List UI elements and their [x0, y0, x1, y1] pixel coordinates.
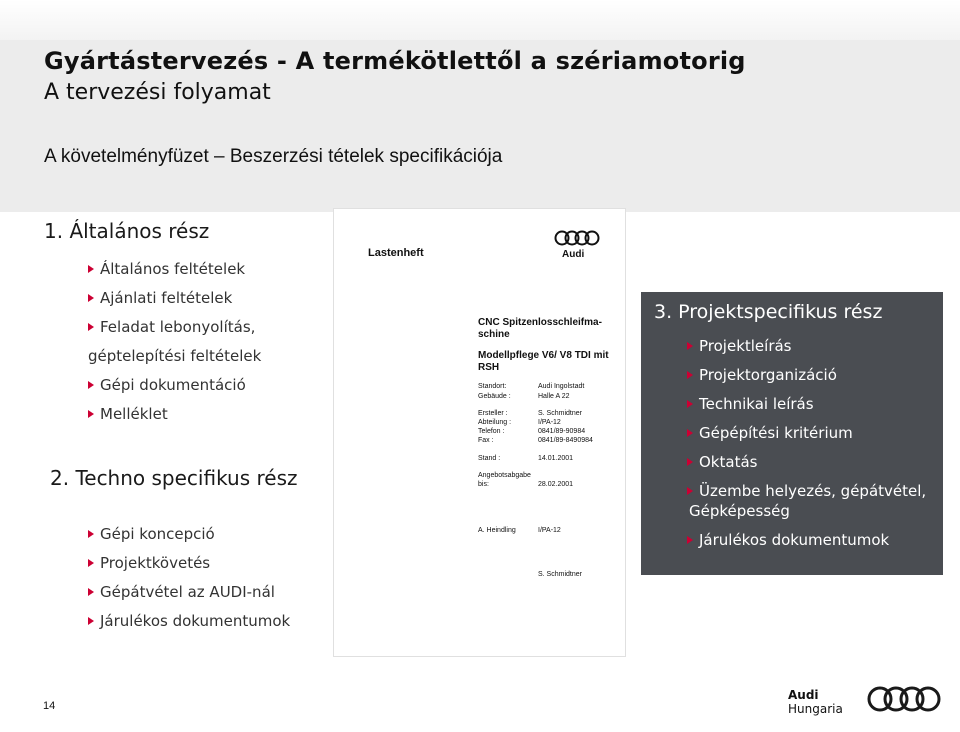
- doc-field-value: Audi Ingolstadt: [538, 383, 585, 390]
- section3-heading: 3. Projektspecifikus rész: [654, 301, 883, 323]
- bullet-icon: [687, 487, 693, 495]
- bullet-icon: [88, 588, 94, 596]
- doc-model: RSH: [478, 362, 500, 373]
- section1-item: Általános feltételek: [88, 260, 245, 278]
- doc-stand-value: 14.01.2001: [538, 455, 574, 462]
- section1-item-continuation: géptelepítési feltételek: [88, 347, 262, 365]
- section3-item-continuation: Gépképesség: [689, 502, 790, 520]
- bullet-icon: [687, 429, 693, 437]
- footer-brand: [788, 688, 843, 716]
- section1-item: Ajánlati feltételek: [88, 289, 232, 307]
- bullet-icon: [88, 294, 94, 302]
- doc-field-label: Ersteller :: [478, 410, 508, 417]
- doc-abgabe-value: 28.02.2001: [538, 481, 574, 488]
- page-number: 14: [43, 700, 56, 712]
- doc-abgabe-label: Angebotsabgabe: [478, 472, 531, 479]
- doc-signer: S. Schmidtner: [538, 571, 582, 578]
- doc-signer: A. Heindling: [478, 527, 516, 534]
- doc-field-value: 0841/89-8490984: [538, 437, 593, 444]
- bullet-icon: [88, 559, 94, 567]
- bullet-icon: [88, 323, 94, 331]
- doc-abgabe-label: bis:: [478, 481, 489, 488]
- section3-item: Üzembe helyezés, gépátvétel,: [687, 482, 926, 500]
- section3-item: Technikai leírás: [687, 395, 814, 413]
- audi-rings-logo-icon: [866, 685, 942, 715]
- section2-item: Gépátvétel az AUDI-nál: [88, 583, 275, 601]
- doc-model: Modellpflege V6/ V8 TDI mit: [478, 350, 609, 361]
- doc-field-label: Fax :: [478, 437, 494, 444]
- doc-header: Lastenheft: [368, 247, 424, 259]
- bullet-icon: [88, 265, 94, 273]
- doc-brand: Audi: [562, 249, 585, 260]
- bullet-icon: [88, 617, 94, 625]
- bullet-icon: [687, 400, 693, 408]
- section1-item: Gépi dokumentáció: [88, 376, 246, 394]
- section2-item: Gépi koncepció: [88, 525, 215, 543]
- lastenheft-document: [334, 209, 625, 656]
- doc-signer-dept: I/PA-12: [538, 527, 561, 534]
- bullet-icon: [687, 458, 693, 466]
- doc-stand-label: Stand :: [478, 455, 501, 462]
- footer-brand-line: Hungaria: [788, 702, 843, 716]
- doc-field-value: S. Schmidtner: [538, 410, 582, 417]
- doc-field-label: Standort:: [478, 383, 507, 390]
- section3-item: Projektleírás: [687, 337, 792, 355]
- section2-heading: 2. Techno specifikus rész: [50, 466, 298, 490]
- doc-machine-title: CNC Spitzenlosschleifma-: [478, 317, 602, 328]
- bullet-icon: [88, 530, 94, 538]
- doc-field-value: Halle A 22: [538, 393, 570, 400]
- bullet-icon: [687, 536, 693, 544]
- doc-field-label: Gebäude :: [478, 393, 511, 400]
- doc-field-label: Telefon :: [478, 428, 505, 435]
- doc-field-value: 0841/89-90984: [538, 428, 586, 435]
- doc-field-label: Abteilung :: [478, 419, 512, 426]
- spec-line: A követelményfüzet – Beszerzési tételek specifikációja: [44, 146, 503, 167]
- section3-item: Oktatás: [687, 453, 757, 471]
- section3-item: Járulékos dokumentumok: [687, 531, 889, 549]
- section1-item: Feladat lebonyolítás,: [88, 318, 255, 336]
- section1-item: Melléklet: [88, 405, 168, 423]
- section3-item: Gépépítési kritérium: [687, 424, 853, 442]
- bullet-icon: [687, 371, 693, 379]
- section2-item: Járulékos dokumentumok: [88, 612, 290, 630]
- bullet-icon: [687, 342, 693, 350]
- section1-heading: 1. Általános rész: [44, 219, 210, 243]
- top-band: [0, 0, 960, 40]
- section3-item: Projektorganizáció: [687, 366, 837, 384]
- doc-field-value: I/PA-12: [538, 419, 561, 426]
- project-specific-panel: [641, 292, 943, 575]
- slide-subtitle: A tervezési folyamat: [44, 80, 271, 105]
- bullet-icon: [88, 381, 94, 389]
- bullet-icon: [88, 410, 94, 418]
- footer-brand-line: Audi: [788, 688, 819, 702]
- doc-machine-title: schine: [478, 329, 510, 340]
- section2-item: Projektkövetés: [88, 554, 210, 572]
- audi-rings-icon: [554, 229, 600, 247]
- slide-title: Gyártástervezés - A termékötlettől a szériamotorig: [44, 47, 746, 75]
